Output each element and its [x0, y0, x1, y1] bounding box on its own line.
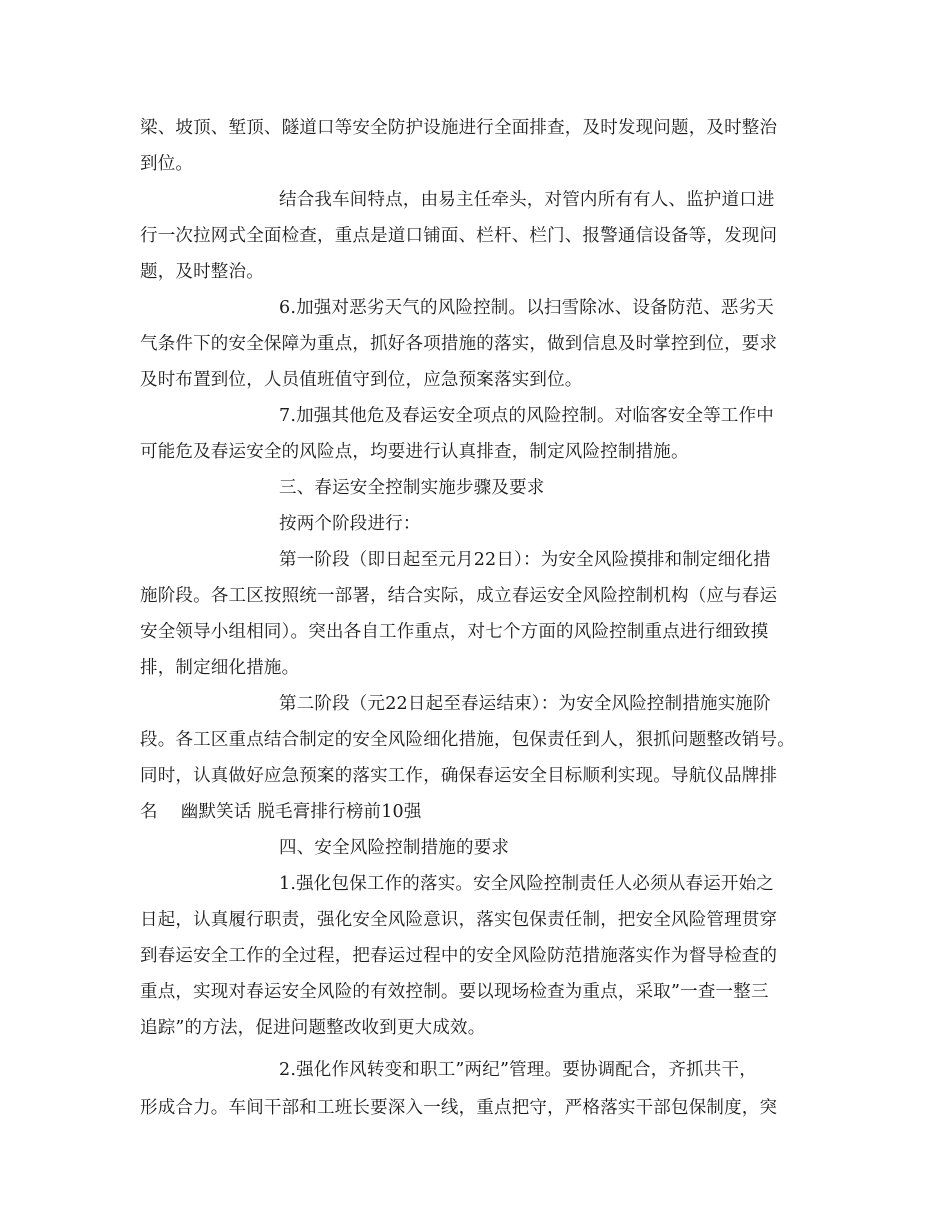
text-line: 可能危及春运安全的风险点，均要进行认真排查，制定风险控制措施。: [140, 442, 689, 462]
text-line: 梁、坡顶、堑顶、隧道口等安全防护设施进行全面排查，及时发现问题，及时整治: [140, 118, 778, 138]
text-line: 段。各工区重点结合制定的安全风险细化措施，包保责任到人，狠抓问题整改销号。: [140, 730, 795, 750]
paragraph-first-line: 第一阶段（即日起至元月22日）：为安全风险摸排和制定细化措: [279, 550, 771, 570]
section-heading: 三、春运安全控制实施步骤及要求: [279, 478, 545, 498]
text-line: 安全领导小组相同）。突出各自工作重点，对七个方面的风险控制重点进行细致摸: [140, 622, 769, 642]
text-line: 形成合力。车间干部和工班长要深入一线，重点把守，严格落实干部包保制度，突: [140, 1098, 778, 1118]
text-line: 同时，认真做好应急预案的落实工作，确保春运安全目标顺利实现。导航仪品牌排: [140, 766, 778, 786]
text-line: 施阶段。各工区按照统一部署，结合实际，成立春运安全风险控制机构（应与春运: [140, 586, 778, 606]
text-line: 重点，实现对春运安全风险的有效控制。要以现场检查为重点，采取”一查一整三: [140, 982, 769, 1002]
text-line: 行一次拉网式全面检查，重点是道口铺面、栏杆、栏门、报警通信设备等，发现问: [140, 226, 778, 246]
text-line: 到位。: [140, 154, 194, 174]
text-line: 气条件下的安全保障为重点，抓好各项措施的落实，做到信息及时掌控到位，要求: [140, 334, 778, 354]
text-line: 及时布置到位，人员值班值守到位，应急预案落实到位。: [140, 370, 583, 390]
section-heading: 四、安全风险控制措施的要求: [279, 838, 510, 858]
paragraph-first-line: 7.加强其他危及春运安全项点的风险控制。对临客安全等工作中: [279, 406, 774, 426]
paragraph-first-line: 1.强化包保工作的落实。安全风险控制责任人必须从春运开始之: [279, 874, 774, 894]
text-line: 追踪”的方法，促进问题整改收到更大成效。: [140, 1018, 486, 1038]
text-line: 到春运安全工作的全过程，把春运过程中的安全风险防范措施落实作为督导检查的: [140, 946, 778, 966]
paragraph-first-line: 第二阶段（元22日起至春运结束）：为安全风险控制措施实施阶: [279, 694, 771, 714]
paragraph-first-line: 6.加强对恶劣天气的风险控制。以扫雪除冰、设备防范、恶劣天: [279, 298, 774, 318]
paragraph-first-line: 按两个阶段进行：: [279, 514, 421, 534]
text-line: 题，及时整治。: [140, 262, 264, 282]
paragraph-first-line: 2.强化作风转变和职工”两纪”管理。要协调配合，齐抓共干，: [279, 1060, 757, 1080]
text-line: 日起，认真履行职责，强化安全风险意识，落实包保责任制，把安全风险管理贯穿: [140, 910, 778, 930]
paragraph-first-line: 结合我车间特点，由易主任牵头，对管内所有有人、监护道口进: [279, 190, 775, 210]
text-line: 排，制定细化措施。: [140, 658, 300, 678]
text-line: 名 幽默笑话 脱毛膏排行榜前10强: [140, 802, 422, 822]
